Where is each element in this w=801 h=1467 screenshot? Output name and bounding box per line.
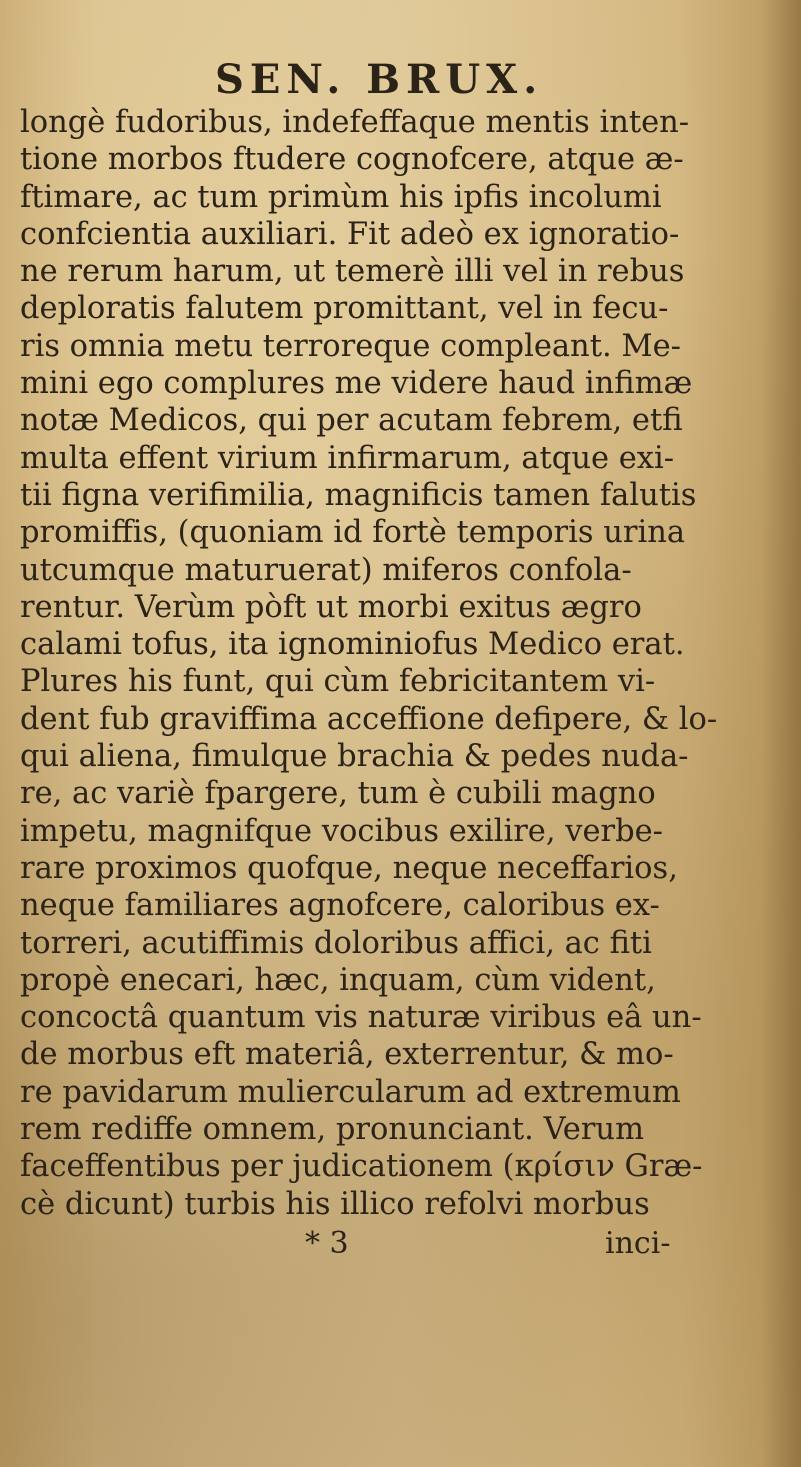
text-line: promiffis, (quoniam id fortè temporis urina [20, 515, 686, 551]
text-line: dent fub graviffima acceffione defipere, & lo- [20, 701, 718, 737]
text-line: ftimare, ac tum primùm his ipfis incolumi [20, 179, 662, 215]
text-line: utcumque maturuerat) miferos confola- [20, 552, 632, 588]
text-line: propè enecari, hæc, inquam, cùm vident, [20, 962, 656, 998]
text-line: tione morbos ftudere cognofcere, atque æ- [20, 142, 684, 178]
text-line: torreri, acutiffimis doloribus affici, ac fiti [20, 925, 652, 961]
text-line: rentur. Verùm pòft ut morbi exitus ægro [20, 589, 642, 625]
signature-mark: * 3 [305, 1225, 349, 1261]
text-line: calami tofus, ita ignominiofus Medico erat. [20, 627, 685, 663]
text-line: re, ac variè fpargere, tum è cubili magno [20, 776, 656, 812]
text-line: notæ Medicos, qui per acutam febrem, etfi [20, 403, 683, 439]
text-line: concoctâ quantum vis naturæ viribus eâ un- [20, 1000, 702, 1036]
page-edge-shadow [761, 0, 801, 1467]
text-line: de morbus eft materiâ, exterrentur, & mo- [20, 1037, 674, 1073]
text-line: longè fudoribus, indefeffaque mentis inten- [20, 105, 690, 140]
text-line: impetu, magnifque vocibus exilire, verbe- [20, 813, 663, 849]
catchword: inci- [605, 1225, 671, 1261]
page-footer [20, 1225, 710, 1262]
text-line: Plures his funt, qui cùm febricitantem vi- [20, 664, 656, 700]
text-line: ris omnia metu terroreque compleant. Me- [20, 328, 681, 364]
text-line: multa effent virium infirmarum, atque exi- [20, 440, 675, 476]
text-block [20, 56, 718, 1262]
text-line: ne rerum harum, ut temerè illi vel in rebus [20, 254, 685, 290]
text-line: cè dicunt) turbis his illico refolvi morbus [20, 1186, 650, 1222]
text-line: rare proximos quofque, neque neceffarios, [20, 850, 678, 886]
body-text [20, 104, 718, 1223]
running-head: SEN. BRUX. [215, 56, 544, 103]
text-line: confcientia auxiliari. Fit adeò ex ignoratio- [20, 216, 680, 252]
text-line: deploratis falutem promittant, vel in fecu- [20, 291, 669, 327]
text-line: neque familiares agnofcere, caloribus ex- [20, 888, 660, 924]
text-line: mini ego complures me videre haud infimæ [20, 366, 693, 402]
text-line: re pavidarum muliercularum ad extremum [20, 1074, 681, 1110]
text-line: tii figna verifimilia, magnificis tamen falutis [20, 477, 697, 513]
text-line: qui aliena, fimulque brachia & pedes nuda- [20, 739, 689, 775]
text-line: faceffentibus per judicationem (κρίσιν Græ- [20, 1149, 703, 1185]
text-line: rem rediffe omnem, pronunciant. Verum [20, 1112, 644, 1148]
